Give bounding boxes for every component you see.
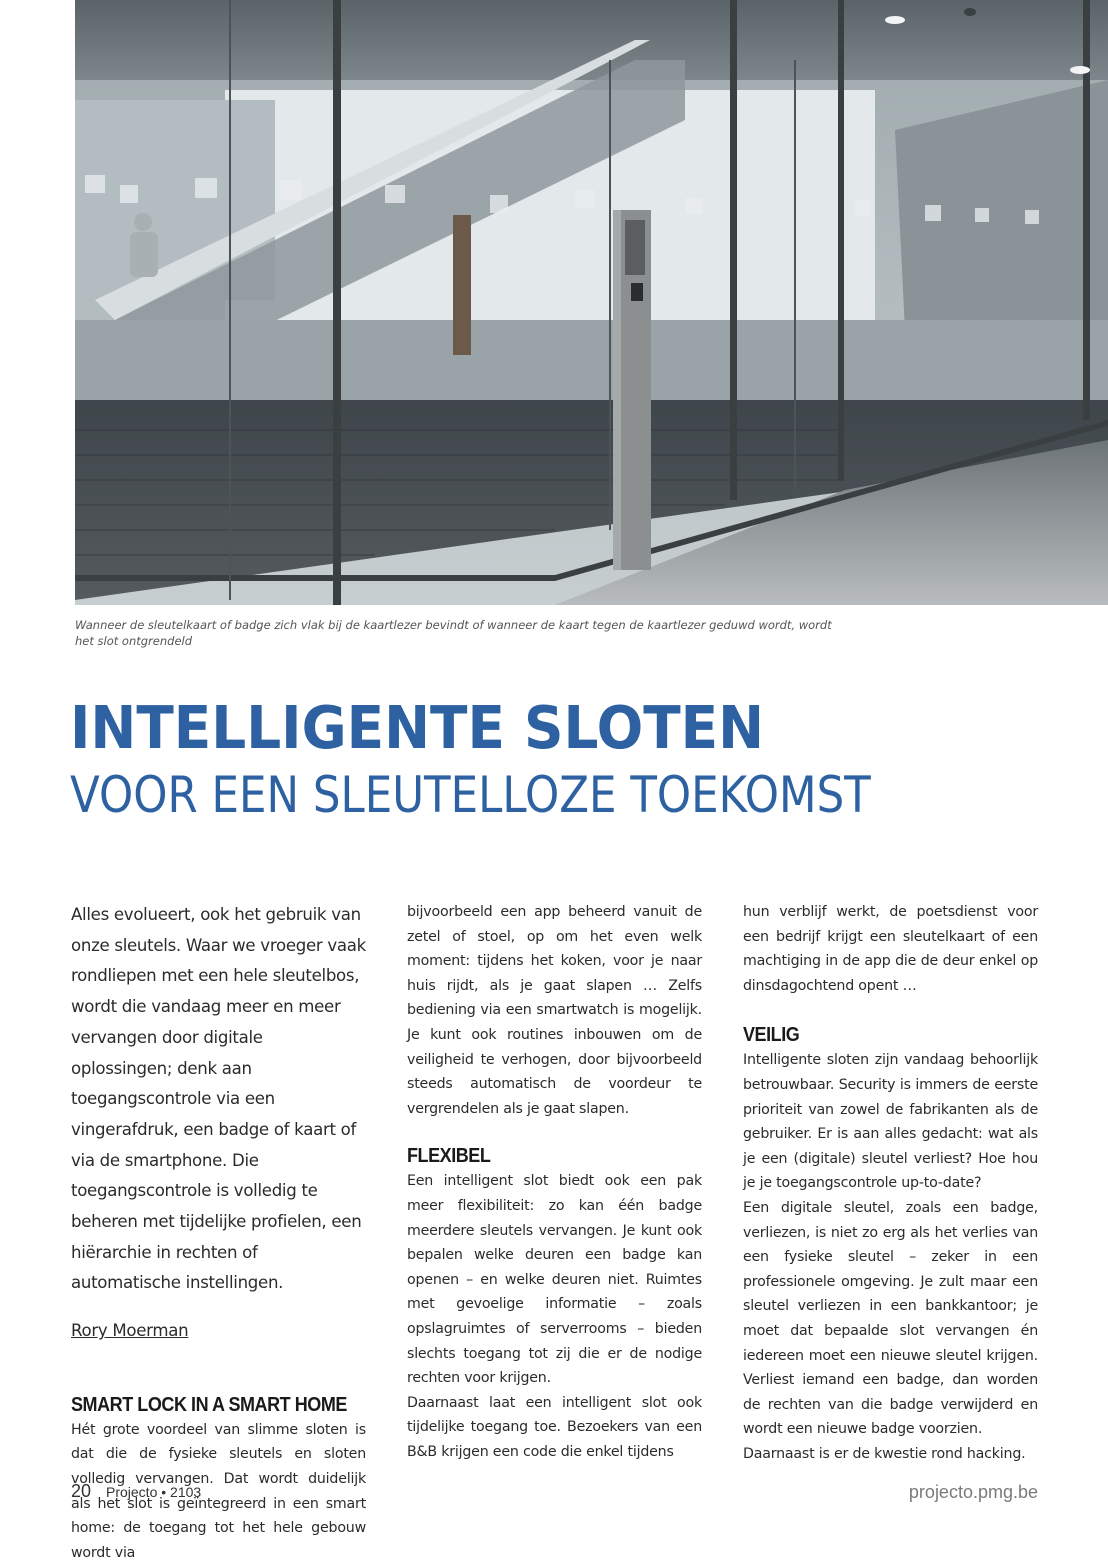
- section-heading-smart-lock: SMART LOCK IN A SMART HOME: [71, 1393, 347, 1416]
- paragraph-flexibel-1: Een intelligent slot biedt ook een pak meer flexibiliteit: zo kan één badge meerdere sleutels vervangen. Je kunt ook bepalen welke deuren een badge kan openen – en welke deuren niet. Ruimtes met gevoelige informatie – zoals opslagruimtes of serverrooms – bieden slechts toegang tot zij die er de nodige rechten voor krijgen.: [407, 1173, 702, 1387]
- glass-entrance-illustration: [75, 0, 1108, 605]
- paragraph-veilig-2: Een digitale sleutel, zoals een badge, verliezen, is niet zo erg als het verlies van een fysieke sleutel – zeker in een professionele omgeving. Je zult maar een sleutel verliezen in een bankkantoor; je moet dat bepaalde slot vervangen én iedereen moet een nieuwe sleutel krijgen. Verliest iemand een badge, dan worden de rechten van die badge verwijderd en wordt een nieuwe badge voorzien.: [743, 1199, 1038, 1438]
- column-1: [71, 900, 366, 1565]
- paragraph-flexibel-2: Daarnaast laat een intelligent slot ook tijdelijke toegang toe. Bezoekers van een B&B krijgen een code die enkel tijdens: [407, 1394, 702, 1460]
- article-subtitle: VOOR EEN SLEUTELLOZE TOEKOMST: [70, 766, 871, 824]
- article-intro: Alles evolueert, ook het gebruik van onze sleutels. Waar we vroeger vaak rondliepen met een hele sleutelbos, wordt die vandaag meer en meer vervangen door digitale oplossingen; denk aan toegangscontrole via een vingerafdruk, een badge of kaart of via de smartphone. Die toegangscontrole is volledig te beheren met tijdelijke profielen, een hiërarchie in rechten of automatische instellingen.: [71, 905, 366, 1293]
- column-3: [743, 900, 1038, 1466]
- author-link[interactable]: Rory Moerman: [71, 1321, 189, 1341]
- paragraph-smart-lock-continued: bijvoorbeeld een app beheerd vanuit de zetel of stoel, op om het even welk moment: tijdens het koken, voor je naar huis rijdt, als je gaat slapen … Zelfs bediening via een smartwatch is mogelijk. Je kunt ook routines inbouwen om de veiligheid te verhogen, door bijvoorbeeld steeds automatisch de voordeur te vergrendelen als je gaat slapen.: [407, 904, 702, 1117]
- website-link[interactable]: projecto.pmg.be: [908, 1482, 1038, 1502]
- paragraph-smart-lock: Hét grote voordeel van slimme sloten is dat die de fysieke sleutels en sloten volledig vervangen. Dat wordt duidelijk als het slot is geïntegreerd in een smart home: de toegang tot het hele gebouw wordt via: [71, 1421, 366, 1561]
- paragraph-flexibel-continued: hun verblijf werkt, de poetsdienst voor een bedrijf krijgt een sleutelkaart of een machtiging in de app die de deur enkel op dinsdagochtend opent …: [743, 904, 1038, 994]
- card-reader-pillar: [613, 210, 651, 570]
- article-title: INTELLIGENTE SLOTEN: [70, 693, 765, 762]
- photo-caption: Wanneer de sleutelkaart of badge zich vlak bij de kaartlezer bevindt of wanneer de kaart tegen de kaartlezer geduwd wordt, wordt het slot ontgrendeld: [75, 618, 832, 648]
- publication-label: Projecto • 2103: [106, 1484, 202, 1500]
- hero-photo: [75, 0, 1108, 605]
- page-number: 20: [71, 1481, 92, 1501]
- paragraph-veilig-3: Daarnaast is er de kwestie rond hacking.: [743, 1445, 1026, 1462]
- section-heading-veilig: VEILIG: [743, 1024, 800, 1047]
- section-heading-flexibel: FLEXIBEL: [407, 1145, 491, 1168]
- column-2: [407, 900, 702, 1464]
- paragraph-veilig-1: Intelligente sloten zijn vandaag behoorlijk betrouwbaar. Security is immers de eerste prioriteit van zowel de fabrikanten als de gebruiker. Er is aan alles gedacht: wat als je een (digitale) sleutel verliest? Hoe hou je je toegangscontrole up-to-date?: [743, 1052, 1038, 1192]
